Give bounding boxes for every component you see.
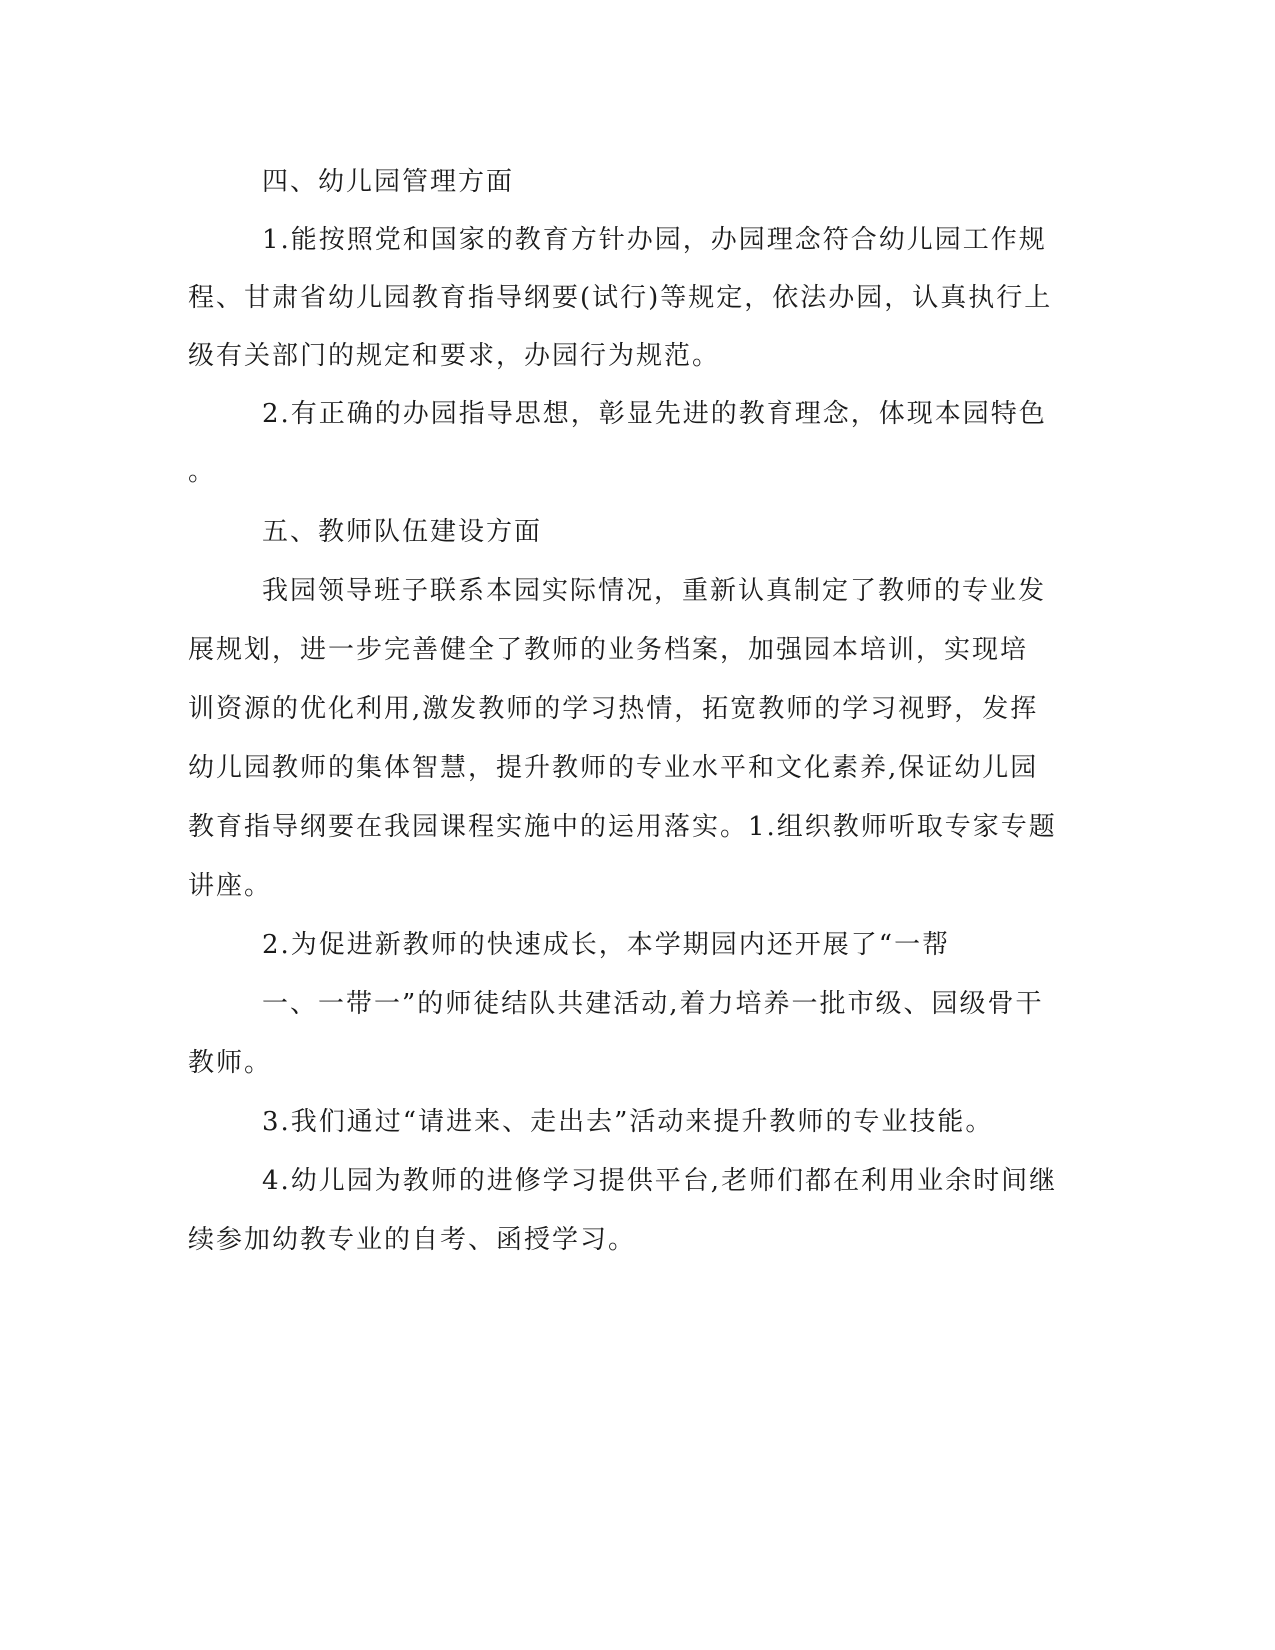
paragraph-line: 讲座。 [188, 871, 273, 901]
paragraph-line: 展规划，进一步完善健全了教师的业务档案，加强园本培训，实现培 [188, 635, 1029, 665]
paragraph-line: 4.幼儿园为教师的进修学习提供平台,老师们都在利用业余时间继 [262, 1166, 1058, 1196]
paragraph-line: 1.能按照党和国家的教育方针办园，办园理念符合幼儿园工作规 [262, 225, 1047, 255]
paragraph-line: 续参加幼教专业的自考、函授学习。 [188, 1225, 637, 1255]
paragraph-line: 3.我们通过“请进来、走出去”活动来提升教师的专业技能。 [262, 1107, 994, 1137]
paragraph-line: 2.有正确的办园指导思想，彰显先进的教育理念，体现本园特色 [262, 399, 1047, 429]
paragraph-line: 幼儿园教师的集体智慧，提升教师的专业水平和文化素养,保证幼儿园 [188, 753, 1039, 783]
paragraph-line: 一、一带一”的师徒结队共建活动,着力培养一批市级、园级骨干 [262, 989, 1044, 1019]
paragraph-line: 。 [188, 457, 217, 487]
paragraph-line: 教师。 [188, 1048, 273, 1078]
section-heading-management: 四、幼儿园管理方面 [262, 167, 515, 197]
paragraph-line: 我园领导班子联系本园实际情况，重新认真制定了教师的专业发 [262, 576, 1047, 606]
paragraph-line: 教育指导纲要在我园课程实施中的运用落实。1.组织教师听取专家专题 [188, 812, 1057, 842]
paragraph-line: 级有关部门的规定和要求，办园行为规范。 [188, 341, 721, 371]
section-heading-teachers: 五、教师队伍建设方面 [262, 517, 543, 547]
paragraph-line: 训资源的优化利用,激发教师的学习热情，拓宽教师的学习视野，发挥 [188, 694, 1039, 724]
paragraph-line: 2.为促进新教师的快速成长，本学期园内还开展了“一帮 [262, 930, 951, 960]
paragraph-line: 程、甘肃省幼儿园教育指导纲要(试行)等规定，依法办园，认真执行上 [188, 283, 1053, 313]
